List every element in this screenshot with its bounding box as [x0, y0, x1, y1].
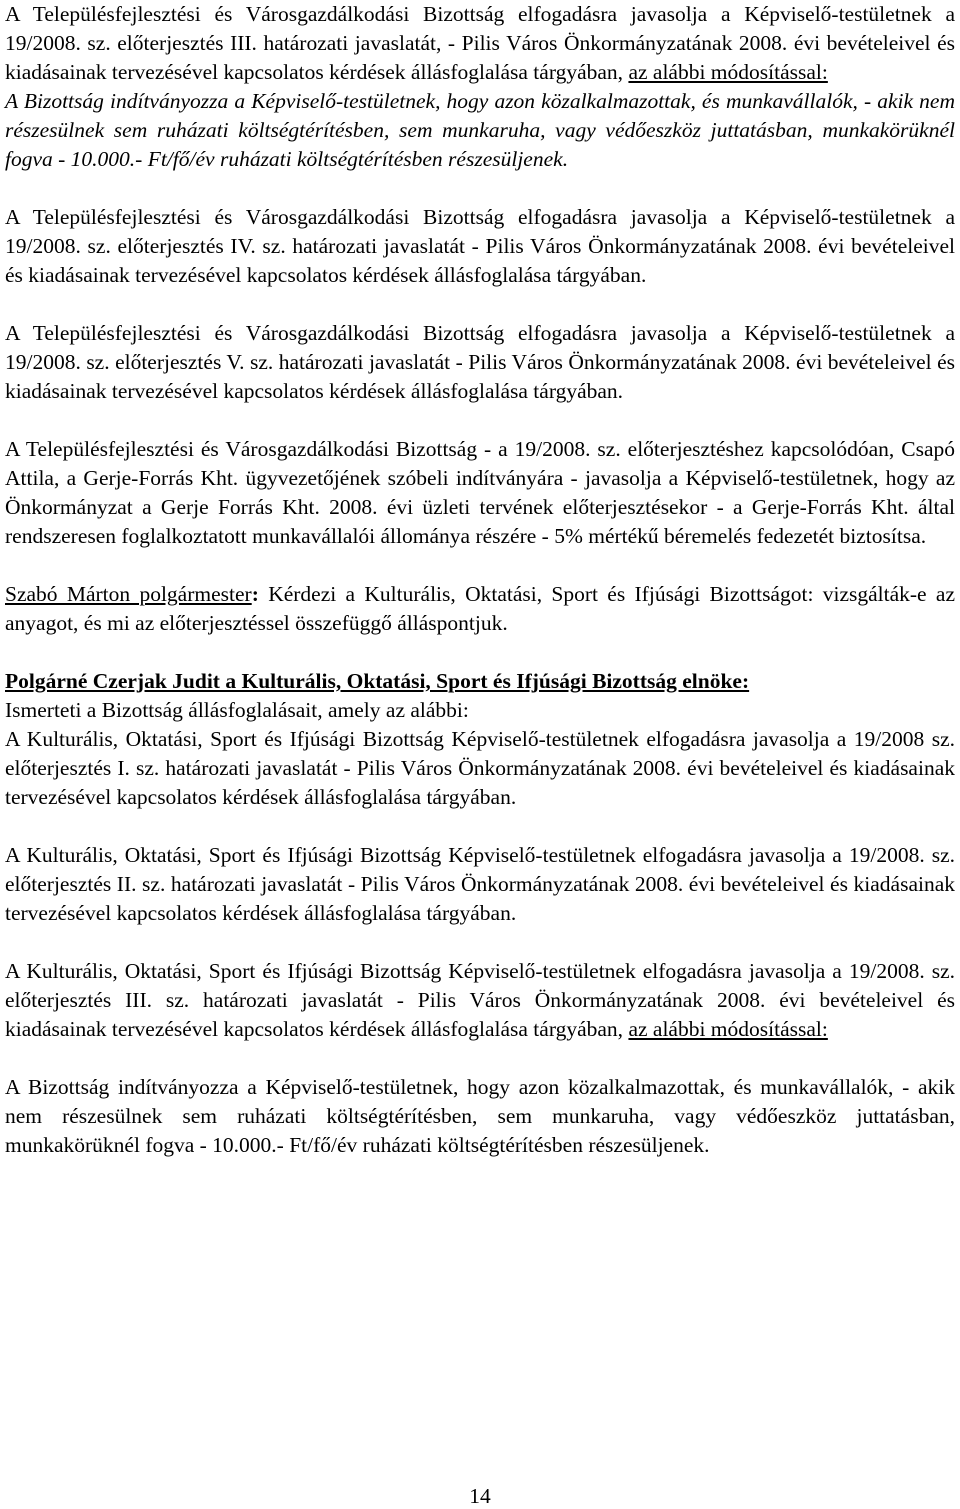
paragraph-text: A Településfejlesztési és Városgazdálkodási Bizottság elfogadásra javasolja a Képviselő-testületnek a 19/2008. sz. előterjesztés III. határozati javaslatát, - Pilis Város Önkormányzatának 2008. évi bevételeivel és kiadásainak tervezésével kapcsolatos kérdések állásfoglalása tárgyában, [5, 2, 955, 84]
modification-phrase: az alábbi módosítással: [628, 1017, 828, 1041]
paragraph-culture-committee-motion: A Bizottság indítványozza a Képviselő-testületnek, hogy azon közalkalmazottak, és munkavállalók, - akik nem részesülnek sem ruházati költségtérítésben, sem munkaruha, vagy védőeszköz juttatásban, munkakörüknél fogva - 10.000.- Ft/fő/év ruházati költségtérítésben részesüljenek. [5, 1075, 955, 1157]
paragraph-committee-recommendation-iv: A Településfejlesztési és Városgazdálkodási Bizottság elfogadásra javasolja a Képviselő-testületnek a 19/2008. sz. előterjesztés IV. sz. határozati javaslatát - Pilis Város Önkormányzatának 2008. évi bevételeivel és kiadásainak tervezésével kapcsolatos kérdések állásfoglalása tárgyában. [5, 205, 955, 287]
speaker-name: Szabó Márton polgármester [5, 582, 252, 606]
paragraph-text: A Kulturális, Oktatási, Sport és Ifjúsági Bizottság Képviselő-testületnek elfogadásra javasolja a 19/2008 sz. előterjesztés I. sz. határozati javaslatát - Pilis Város Önkormányzatának 2008. évi bevételeivel és kiadásainak tervezésével kapcsolatos kérdések állásfoglalása tárgyában. [5, 727, 955, 809]
modification-phrase: az alábbi módosítással: [628, 60, 828, 84]
paragraph-text: Kérdezi a Kulturális, Oktatási, Sport és Ifjúsági Bizottságot: vizsgálták-e az anyagot, és mi az előterjesztéssel összefüggő álláspontjuk. [5, 582, 955, 635]
paragraph-text: A Kulturális, Oktatási, Sport és Ifjúsági Bizottság Képviselő-testületnek elfogadásra javasolja a 19/2008. sz. előterjesztés III. sz. határozati javaslatát - Pilis Város Önkormányzatának 2008. évi bevételeivel és kiadásainak tervezésével kapcsolatos kérdések állásfoglalása tárgyában, [5, 959, 955, 1041]
paragraph-culture-committee-ii: A Kulturális, Oktatási, Sport és Ifjúsági Bizottság Képviselő-testületnek elfogadásra javasolja a 19/2008. sz. előterjesztés II. sz. határozati javaslatát - Pilis Város Önkormányzatának 2008. évi bevételeivel és kiadásainak tervezésével kapcsolatos kérdések állásfoglalása tárgyában. [5, 843, 955, 925]
paragraph-mayor-question [5, 580, 955, 638]
statement-intro: Ismerteti a Bizottság állásfoglalásait, amely az alábbi: [5, 698, 469, 722]
page-number: 14 [469, 1484, 491, 1508]
speaker-colon: : [251, 582, 259, 606]
paragraph-culture-committee-iii [5, 957, 955, 1044]
italic-motion-text: A Bizottság indítványozza a Képviselő-testületnek, hogy azon közalkalmazottak, és munkavállalók, - akik nem részesülnek sem ruházati költségtérítésben, sem munkaruha, vagy védőeszköz juttatásban, munkakörüknél fogva - 10.000.- Ft/fő/év ruházati költségtérítésben részesüljenek. [5, 89, 955, 171]
paragraph-committee-chair-statement [5, 667, 955, 812]
speaker-name: Polgárné Czerjak Judit a Kulturális, Oktatási, Sport és Ifjúsági Bizottság elnöke: [5, 669, 750, 693]
paragraph-committee-recommendation-iii [5, 0, 955, 174]
paragraph-gerje-forras-motion: A Településfejlesztési és Városgazdálkodási Bizottság - a 19/2008. sz. előterjesztéshez kapcsolódóan, Csapó Attila, a Gerje-Forrás Kht. ügyvezetőjének szóbeli indítványára - javasolja a Képviselő-testületnek, hogy az Önkormányzat a Gerje Forrás Kht. 2008. évi üzleti tervének előterjesztésekor - a Gerje-Forrás Kht. által rendszeresen foglalkoztatott munkavállalói állománya részére - 5% mértékű béremelés fedezetét biztosítsa. [5, 437, 955, 548]
document-page [5, 0, 955, 1160]
paragraph-committee-recommendation-v: A Településfejlesztési és Városgazdálkodási Bizottság elfogadásra javasolja a Képviselő-testületnek a 19/2008. sz. előterjesztés V. sz. határozati javaslatát - Pilis Város Önkormányzatának 2008. évi bevételeivel és kiadásainak tervezésével kapcsolatos kérdések állásfoglalása tárgyában. [5, 321, 955, 403]
